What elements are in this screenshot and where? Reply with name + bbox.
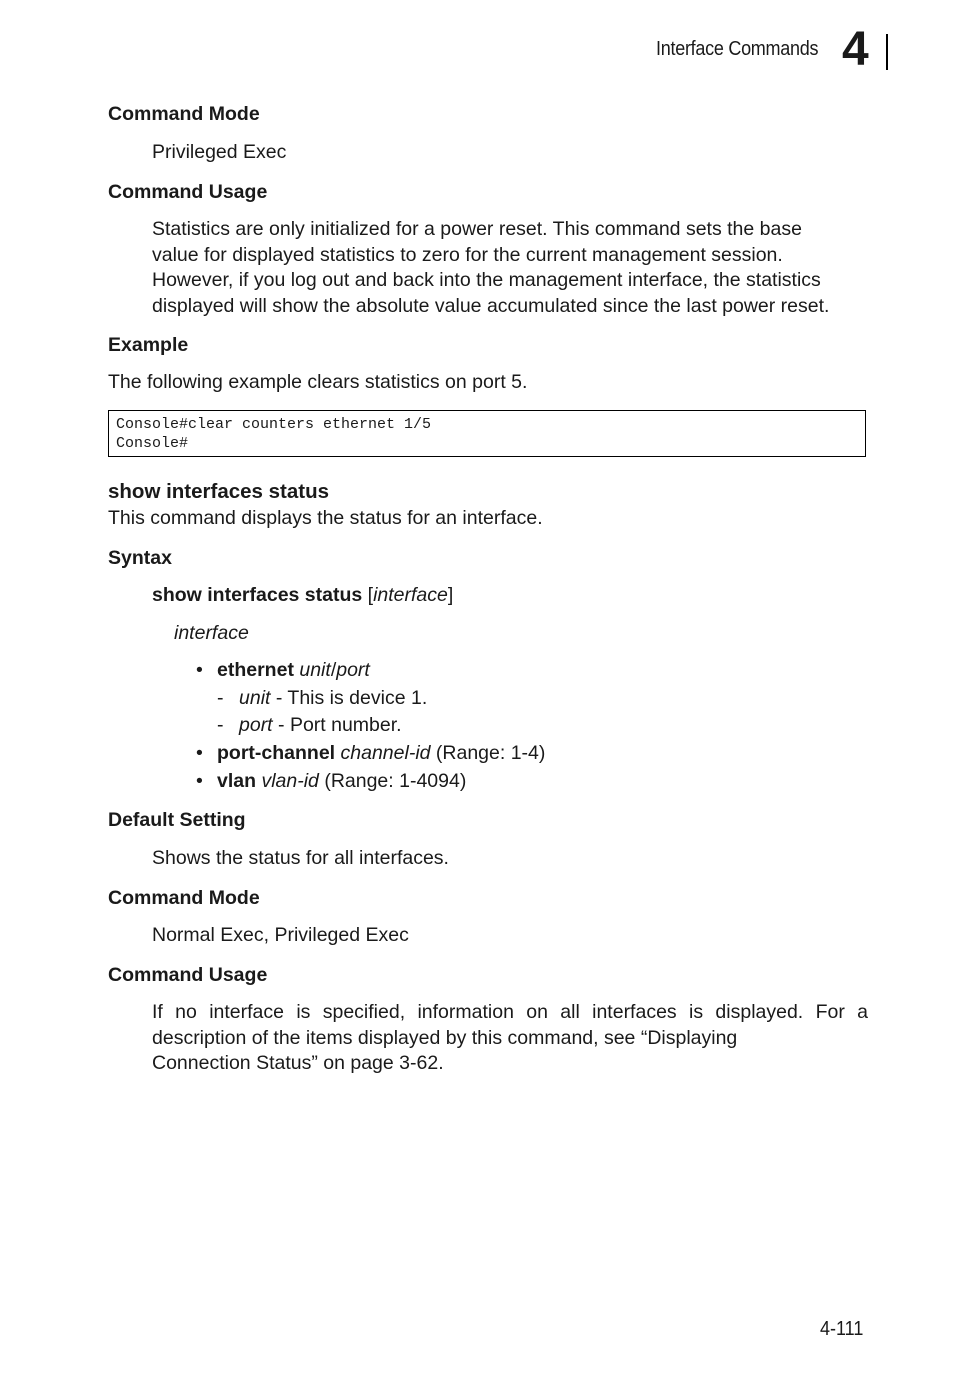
code-line: Console#clear counters ethernet 1/5 [116,416,432,433]
command-mode-text: Privileged Exec [152,141,287,163]
syntax-bracket-close: ] [447,584,454,606]
command-mode-heading-2: Command Mode [108,887,260,909]
default-setting-text: Shows the status for all interfaces. [152,847,449,869]
param-name: interface [174,622,249,644]
code-line: Console# [116,435,189,452]
bullet-item-ethernet: ethernet unit/port [217,659,370,681]
command-usage-heading: Command Usage [108,181,268,203]
usage-line: However, if you log out and back into the management interface, the statistics [152,269,821,291]
bullet-item-port-channel: port-channel channel-id (Range: 1-4) [217,742,546,764]
bullet-item-vlan: vlan vlan-id (Range: 1-4094) [217,770,467,792]
command-mode-text-2: Normal Exec, Privileged Exec [152,924,409,946]
usage-line: description of the items displayed by this command, see “Displaying [152,1026,738,1049]
command-mode-heading: Command Mode [108,103,260,125]
running-header-title: Interface Commands [656,38,819,60]
example-text: The following example clears statistics on port 5. [108,371,528,393]
bullet-marker: • [196,770,203,792]
code-example-box [108,410,866,457]
command-description: This command displays the status for an interface. [108,507,543,529]
usage-line: Connection Status” on page 3-62. [152,1052,444,1074]
syntax-bracket-open: [ [362,584,374,606]
example-heading: Example [108,334,189,356]
usage-line: value for displayed statistics to zero for the current management session. [152,243,783,266]
subitem-port: port - Port number. [239,714,402,736]
command-usage-paragraph [152,217,868,319]
usage-line: displayed will show the absolute value accumulated since the last power reset. [152,294,830,317]
dash-marker: - [217,714,224,736]
usage-line: If no interface is specified, information on all interfaces is displayed. For a [152,1001,868,1023]
command-usage-heading-2: Command Usage [108,964,268,986]
syntax-param: interface [373,584,448,606]
subitem-unit: unit - This is device 1. [239,687,428,709]
syntax-command: show interfaces status [152,584,363,606]
bullet-marker: • [196,742,203,764]
page-number: 4-111 [820,1318,864,1340]
command-usage-paragraph-2 [152,1000,868,1077]
chapter-number: 4 [842,23,869,76]
dash-marker: - [217,687,224,709]
command-title: show interfaces status [108,480,330,503]
syntax-heading: Syntax [108,547,172,569]
syntax-line [152,583,453,609]
bullet-marker: • [196,659,203,681]
usage-line: Statistics are only initialized for a power reset. This command sets the base [152,218,802,240]
default-setting-heading: Default Setting [108,809,246,831]
chapter-divider [886,34,888,70]
